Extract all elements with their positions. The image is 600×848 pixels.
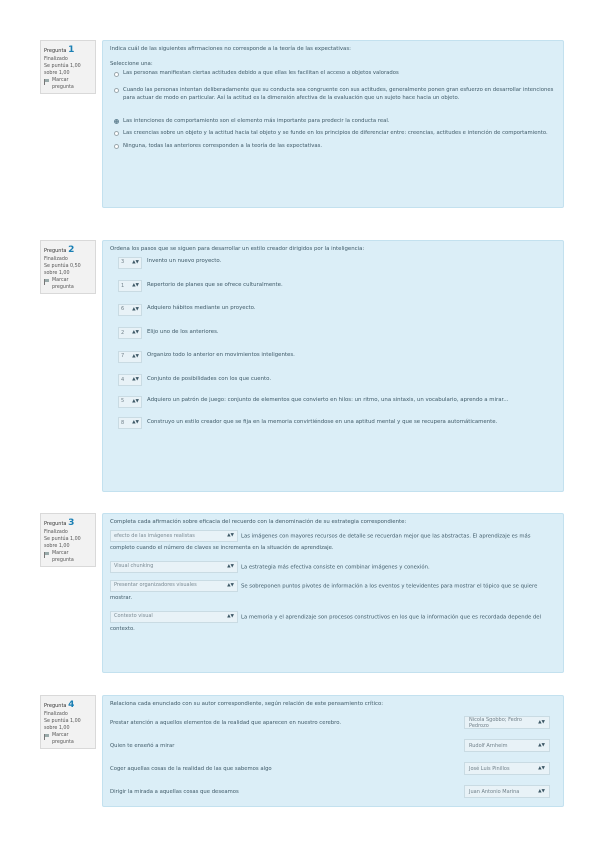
order-select[interactable]: 3 ▲▼ — [118, 257, 142, 269]
order-item: 5 ▲▼ Adquiero un patrón de juego: conjunto de elementos que convierto en hilos: un ritmo, una sintaxis, un vocabulario, aprendo a mirar... — [118, 395, 556, 408]
chevron-down-icon: ▲▼ — [132, 283, 139, 289]
flag-icon — [44, 279, 50, 285]
match-row: Quien te enseñó a mirar Rudolf Arnheim ▲▼ — [110, 736, 556, 755]
select-one-prompt: Seleccione una: — [110, 61, 153, 67]
order-item: 4 ▲▼ Conjunto de posibilidades con los que cuento. — [118, 374, 556, 387]
chevron-down-icon: ▲▼ — [538, 789, 545, 794]
flag-icon — [44, 79, 50, 85]
answer-option[interactable]: Las personas manifiestan ciertas actitudes debido a que ellas les facilitan el acceso a objetos valorados — [114, 70, 556, 78]
strategy-select[interactable]: Contexto visual ▲▼ — [110, 611, 238, 623]
flag-question-button[interactable]: Marcar pregunta — [44, 733, 92, 747]
radio-button[interactable] — [114, 144, 119, 149]
completion-row: efecto de las imágenes realistas ▲▼ Las imágenes con mayores recursos de detalle se recuerdan mejor que las abstractas. El aprendizaje es más completo cuando el número de claves se incrementa en la situación de aprendizaje. — [110, 530, 556, 555]
question-info-1 — [40, 40, 96, 94]
flag-question-button[interactable]: Marcar pregunta — [44, 551, 92, 565]
order-select[interactable]: 5 ▲▼ — [118, 396, 142, 408]
author-select[interactable]: Juan Antonio Marina ▲▼ — [464, 785, 550, 798]
answer-option[interactable]: Las intenciones de comportamiento son el elemento más importante para predecir la conducta real. — [114, 118, 556, 126]
answer-option[interactable]: Cuando las personas intentan deliberadamente que su conducta sea congruente con sus actitudes, generalmente ponen gran esfuerzo en desarrollar intenciones para actuar de modo en particular. Así la actitud es la dimensión afectiva de la evaluación que un sujeto hace hacia un objeto. — [114, 87, 556, 103]
chevron-down-icon: ▲▼ — [538, 743, 545, 748]
chevron-down-icon: ▲▼ — [132, 306, 139, 312]
match-row: Coger aquellas cosas de la realidad de las que sabemos algo José Luis Pinillos ▲▼ — [110, 759, 556, 778]
order-item: 1 ▲▼ Repertorio de planes que se ofrece culturalmente. — [118, 280, 556, 293]
chevron-down-icon: ▲▼ — [132, 330, 139, 336]
question-grade: Se puntúa 1,00 sobre 1,00 — [44, 719, 81, 731]
chevron-down-icon: ▲▼ — [538, 720, 545, 725]
author-select[interactable]: Rudolf Arnheim ▲▼ — [464, 739, 550, 752]
question-state: Finalizado — [44, 712, 68, 718]
completion-row: Presentar organizadores visuales ▲▼ Se sobreponen puntos pivotes de información a los eventos y televidentes para mostrar el tópico que se quiere mostrar. — [110, 580, 556, 605]
chevron-down-icon: ▲▼ — [132, 398, 139, 404]
question-info-4 — [40, 695, 96, 749]
order-select[interactable]: 1 ▲▼ — [118, 280, 142, 292]
flag-icon — [44, 552, 50, 558]
question-info-3 — [40, 513, 96, 567]
chevron-down-icon: ▲▼ — [227, 533, 234, 539]
completion-row: Contexto visual ▲▼ La memoria y el aprendizaje son procesos constructivos en los que la información que es recordada depende del contexto. — [110, 611, 556, 636]
question-number: Pregunta 1 — [44, 45, 75, 55]
order-item: 7 ▲▼ Organizo todo lo anterior en movimientos inteligentes. — [118, 350, 556, 363]
strategy-select[interactable]: Visual chunking ▲▼ — [110, 561, 238, 573]
question-content-2 — [102, 240, 564, 492]
order-select[interactable]: 8 ▲▼ — [118, 417, 142, 429]
strategy-select[interactable]: efecto de las imágenes realistas ▲▼ — [110, 530, 238, 542]
order-item: 8 ▲▼ Construyo un estilo creador que se fija en la memoria convirtiéndose en una aptitud mental y que se recupera automáticamente. — [118, 417, 556, 430]
radio-button-selected[interactable] — [114, 119, 119, 124]
order-item: 6 ▲▼ Adquiero hábitos mediante un proyecto. — [118, 303, 556, 316]
chevron-down-icon: ▲▼ — [227, 613, 234, 619]
question-grade: Se puntúa 1,00 sobre 1,00 — [44, 537, 81, 549]
flag-question-button[interactable]: Marcar pregunta — [44, 78, 92, 92]
order-select[interactable]: 6 ▲▼ — [118, 304, 142, 316]
radio-button[interactable] — [114, 88, 119, 93]
question-content-3 — [102, 513, 564, 673]
question-grade: Se puntúa 0,50 sobre 1,00 — [44, 264, 81, 276]
radio-button[interactable] — [114, 131, 119, 136]
question-state: Finalizado — [44, 257, 68, 263]
chevron-down-icon: ▲▼ — [132, 259, 139, 265]
chevron-down-icon: ▲▼ — [132, 420, 139, 426]
question-state: Finalizado — [44, 57, 68, 63]
strategy-select[interactable]: Presentar organizadores visuales ▲▼ — [110, 580, 238, 592]
chevron-down-icon: ▲▼ — [132, 353, 139, 359]
author-select[interactable]: Nicola Sgobbo; Fedro Pedrozo ▲▼ — [464, 716, 550, 729]
author-select[interactable]: José Luis Pinillos ▲▼ — [464, 762, 550, 775]
match-row: Dirigir la mirada a aquellas cosas que deseamos Juan Antonio Marina ▲▼ — [110, 782, 556, 801]
question-number: Pregunta 4 — [44, 700, 75, 710]
order-select[interactable]: 4 ▲▼ — [118, 374, 142, 386]
answer-option[interactable]: Ninguna, todas las anteriores corresponden a la teoría de las expectativas. — [114, 143, 556, 151]
question-info-2 — [40, 240, 96, 294]
question-content-1 — [102, 40, 564, 208]
order-select[interactable]: 7 ▲▼ — [118, 351, 142, 363]
question-text: Indica cuál de las siguientes afirmaciones no corresponde a la teoría de las expectativas: — [110, 46, 351, 52]
order-select[interactable]: 2 ▲▼ — [118, 327, 142, 339]
chevron-down-icon: ▲▼ — [227, 582, 234, 588]
flag-question-button[interactable]: Marcar pregunta — [44, 278, 92, 292]
question-text: Ordena los pasos que se siguen para desarrollar un estilo creador dirigidos por la inteligencia: — [110, 246, 365, 252]
completion-row: Visual chunking ▲▼ La estrategia más efectiva consiste en combinar imágenes y conexión. — [110, 561, 556, 574]
question-state: Finalizado — [44, 530, 68, 536]
question-number: Pregunta 3 — [44, 518, 75, 528]
question-content-4 — [102, 695, 564, 807]
chevron-down-icon: ▲▼ — [132, 377, 139, 383]
radio-button[interactable] — [114, 72, 119, 77]
answer-option[interactable]: Las creencias sobre un objeto y la actitud hacia tal objeto y se funde en los principios de diferenciar entre: creencias, actitudes e intención de comportamiento. — [114, 130, 556, 138]
chevron-down-icon: ▲▼ — [227, 563, 234, 569]
question-text: Completa cada afirmación sobre eficacia del recuerdo con la denominación de su estrategia correspondiente: — [110, 519, 407, 525]
flag-icon — [44, 734, 50, 740]
question-number: Pregunta 2 — [44, 245, 75, 255]
order-item: 3 ▲▼ Invento un nuevo proyecto. — [118, 256, 556, 269]
chevron-down-icon: ▲▼ — [538, 766, 545, 771]
match-row: Prestar atención a aquellos elementos de la realidad que aparecen en nuestro cerebro. Nicola Sgobbo; Fedro Pedrozo ▲▼ — [110, 713, 556, 732]
question-text: Relaciona cada enunciado con su autor correspondiente, según relación de este pensamiento crítico: — [110, 701, 384, 707]
order-item: 2 ▲▼ Elijo uno de los anteriores. — [118, 327, 556, 340]
question-grade: Se puntúa 1,00 sobre 1,00 — [44, 64, 81, 76]
